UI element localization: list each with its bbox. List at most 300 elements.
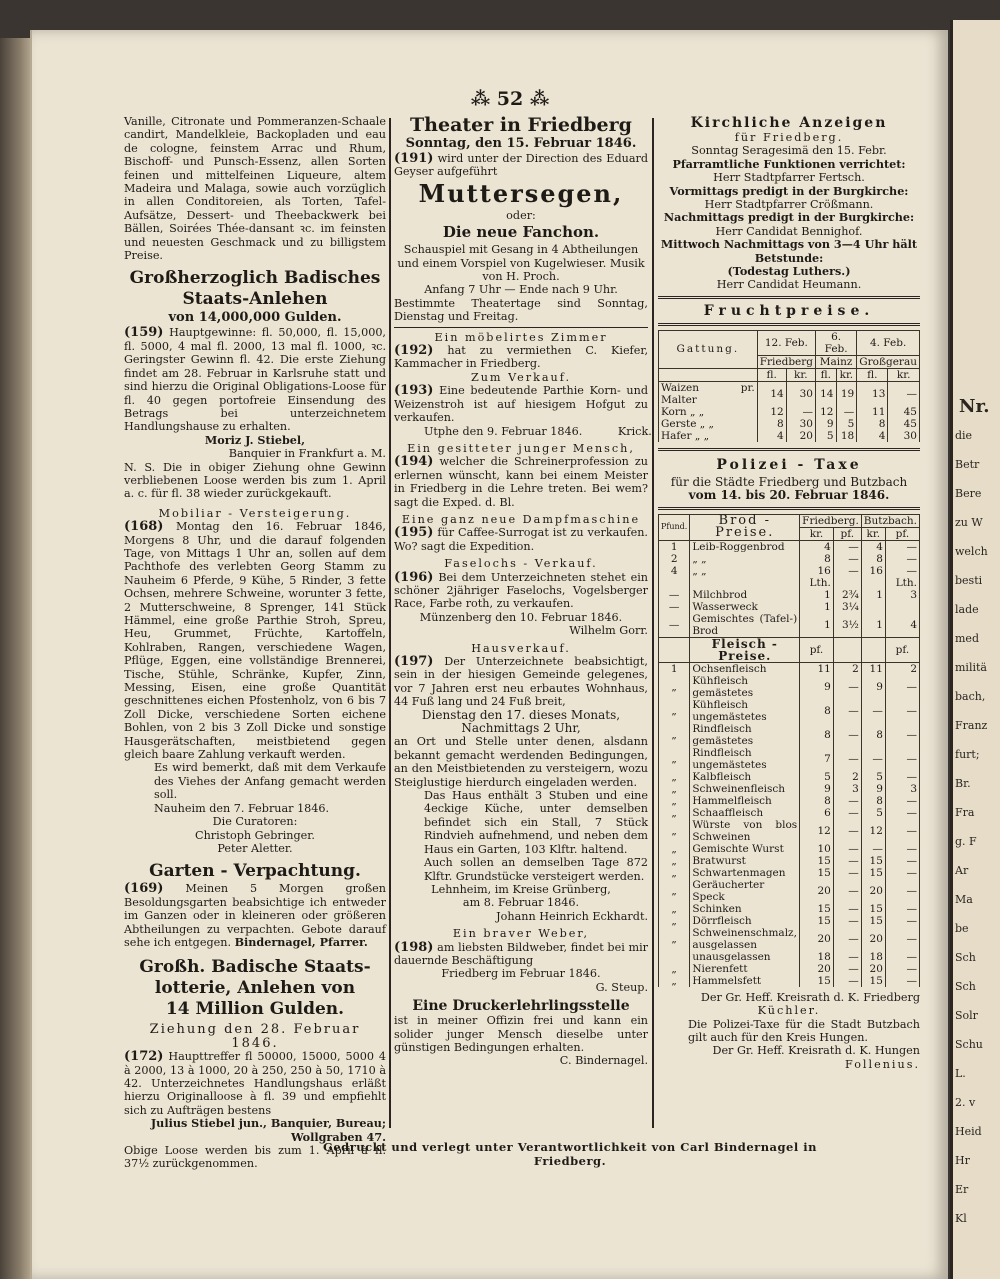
price-cell: 3¼ xyxy=(833,601,861,613)
ad-text: Obige Loose werden bis zum 1. April à fl. 37½ zurückgenommen. xyxy=(124,1144,386,1171)
ad-text: Hauptgewinne: fl. 50,000, fl. 15,000, fl. 5000, 4 mal fl. 2000, 13 mal fl. 1000, ꝛc. Geringster Gewinn fl. 42. Die erste Ziehung findet am 28. Februar in Karlsruhe statt und sind hierzu die Original Obligations-Loose für fl. 40 gegen portofreie Einsendung des Betrags bei unterzeichnetem Handlungshause zu erhalten. xyxy=(124,326,386,434)
ad-heading: Ziehung den 28. Februar 1846. xyxy=(149,1022,361,1051)
ad-number: (198) xyxy=(394,939,434,955)
table-row xyxy=(659,807,920,819)
next-page-fragment: Franz xyxy=(955,719,988,732)
price-cell: 10 xyxy=(800,843,834,855)
fruit-price-heading: Fruchtpreise. xyxy=(703,302,875,319)
price-cell: 15 xyxy=(861,915,885,927)
weight-cell: „ xyxy=(659,783,690,795)
price-cell: — xyxy=(888,381,920,406)
ad-heading: Eine Druckerlehrlingsstelle xyxy=(412,998,630,1015)
price-cell: 5 xyxy=(861,771,885,783)
price-cell: — xyxy=(885,927,919,951)
price-cell: 20 xyxy=(861,879,885,903)
ad-heading: Theater in Friedberg xyxy=(410,114,632,136)
price-cell: 4 xyxy=(757,430,786,442)
ad-heading: Ein möbelirtes Zimmer xyxy=(434,330,608,344)
price-cell: — xyxy=(833,795,861,807)
price-cell: — xyxy=(885,903,919,915)
item-name: „ „ xyxy=(690,553,800,565)
church-text: Sonntag Seragesimä den 15. Febr. xyxy=(691,144,887,158)
weight-cell: „ xyxy=(659,819,690,843)
next-page-fragment: L. xyxy=(955,1067,966,1080)
price-cell: 3 xyxy=(833,783,861,795)
next-page-fragment: Ma xyxy=(955,893,973,906)
price-cell: — xyxy=(833,699,861,723)
ad-heading: 14 Million Gulden. xyxy=(165,999,345,1020)
unit: pf. xyxy=(885,527,919,540)
signature: Münzenberg den 10. Februar 1846. xyxy=(419,610,623,624)
price-cell: 8 xyxy=(800,699,834,723)
price-cell: — xyxy=(833,927,861,951)
table-header: Brod - Preise. xyxy=(690,514,800,540)
church-text: Herr Candidat Heumann. xyxy=(716,278,862,292)
ad-heading: Ein braver Weber, xyxy=(452,927,590,941)
signature: Der Gr. Heff. Kreisrath d. K. Hungen xyxy=(712,1044,920,1058)
table-row xyxy=(659,879,920,903)
price-cell: — xyxy=(833,915,861,927)
next-page-fragment: militä xyxy=(955,661,987,674)
weight-cell: „ xyxy=(659,903,690,915)
price-cell: 5 xyxy=(816,430,837,442)
grain-name: Hafer „ „ xyxy=(659,430,758,442)
price-cell: 8 xyxy=(757,418,786,430)
price-cell: 15 xyxy=(861,903,885,915)
item-name: Wasserweck xyxy=(690,601,800,613)
price-cell xyxy=(885,601,919,613)
table-row xyxy=(659,381,920,406)
weight-cell: 1 xyxy=(659,662,690,675)
ad-text: Es wird bemerkt, daß mit dem Verkaufe des Viehes der Anfang gemacht werden soll. xyxy=(154,761,386,802)
price-cell: — xyxy=(861,843,885,855)
price-cell: 8 xyxy=(800,723,834,747)
item-name: Schinken xyxy=(690,903,800,915)
price-cell: 13 xyxy=(857,381,888,406)
table-row xyxy=(659,662,920,675)
unit: pf. xyxy=(885,637,919,662)
ad-text: Der Unterzeichnete beabsichtigt, sein in der hiesigen Gemeinde gelegenes, vor 7 Jahren erst neu erbautes Wohnhaus, 44 Fuß lang und 24 Fuß breit, xyxy=(394,655,648,709)
unit: fl. xyxy=(757,368,786,381)
weight-cell: „ xyxy=(659,807,690,819)
ad-heading: Hausverkauf. xyxy=(471,641,571,655)
table-header: Großgerau xyxy=(857,355,920,368)
price-cell: 15 xyxy=(861,855,885,867)
price-cell: 1 xyxy=(861,589,885,601)
signature: Die Curatoren: xyxy=(212,815,298,829)
price-cell: 18 xyxy=(861,951,885,963)
table-row xyxy=(659,855,920,867)
next-page-fragment: be xyxy=(955,922,969,935)
price-cell: 9 xyxy=(861,675,885,699)
ad-heading: Staats-Anlehen xyxy=(182,289,328,310)
table-row xyxy=(659,613,920,638)
price-cell: 11 xyxy=(861,662,885,675)
page-number: ⁂ 52 ⁂ xyxy=(470,88,550,110)
price-cell: 8 xyxy=(861,553,885,565)
price-cell: 2 xyxy=(833,771,861,783)
next-page-fragment: lade xyxy=(955,603,979,616)
price-cell: 4 xyxy=(885,613,919,638)
price-cell: 11 xyxy=(857,406,888,418)
weight-cell: „ xyxy=(659,879,690,903)
price-cell: 8 xyxy=(857,418,888,430)
unit: fl. xyxy=(816,368,837,381)
table-row xyxy=(659,675,920,699)
police-tax-heading: Polizei - Taxe xyxy=(716,456,862,473)
signature: Bindernagel, Pfarrer. xyxy=(234,934,368,949)
price-cell: 8 xyxy=(861,795,885,807)
next-page-fragment: zu W xyxy=(955,516,983,529)
price-cell xyxy=(833,577,861,589)
unit: kr. xyxy=(800,527,834,540)
column-rule xyxy=(652,118,654,1128)
item-name: unausgelassen xyxy=(690,951,800,963)
price-cell: 5 xyxy=(861,807,885,819)
next-page-fragment: Heid xyxy=(955,1125,982,1138)
weight-cell: 1 xyxy=(659,540,690,553)
table-row xyxy=(659,553,920,565)
price-cell: 1 xyxy=(800,613,834,638)
price-cell: — xyxy=(885,843,919,855)
ad-text: Bei dem Unterzeichneten stehet ein schöner 2jähriger Faselochs, Vogelsberger Race, Farbe roth, zu verkaufen. xyxy=(394,570,648,611)
table-header: Pfund. xyxy=(659,514,690,540)
price-cell: — xyxy=(833,540,861,553)
price-cell: 15 xyxy=(800,855,834,867)
price-cell: — xyxy=(885,975,919,987)
price-cell: 20 xyxy=(861,963,885,975)
item-name: Hammelfleisch xyxy=(690,795,800,807)
price-cell: 20 xyxy=(861,927,885,951)
ad-text: Nauheim den 7. Februar 1846. xyxy=(154,801,330,815)
signature: Follenius. xyxy=(845,1057,920,1071)
next-page-fragment: welch xyxy=(955,545,988,558)
price-cell: — xyxy=(885,565,919,577)
price-cell: 5 xyxy=(800,771,834,783)
ad-heading: lotterie, Anlehen von xyxy=(154,978,356,999)
weight-cell: — xyxy=(659,589,690,601)
item-name: Kühfleisch ungemästetes xyxy=(690,699,800,723)
item-name: Gemischte Wurst xyxy=(690,843,800,855)
ad-text: Das Haus enthält 3 Stuben und eine 4eckige Küche, unter demselben befindet sich ein Stall, 7 Stück Rindvieh aufnehmend, und neben dem Haus ein Garten, 103 Klftr. haltend. xyxy=(424,789,648,856)
next-page-fragment: die xyxy=(955,429,973,442)
ad-number: (169) xyxy=(124,881,164,897)
price-cell: — xyxy=(885,553,919,565)
price-cell: 3 xyxy=(885,589,919,601)
table-row xyxy=(659,723,920,747)
item-name: Dörrfleisch xyxy=(690,915,800,927)
table-header: 6. Feb. xyxy=(816,330,857,355)
price-cell: 8 xyxy=(861,723,885,747)
weight-cell: — xyxy=(659,613,690,638)
price-cell: 19 xyxy=(836,381,857,406)
price-cell: — xyxy=(833,963,861,975)
price-cell: 2 xyxy=(833,662,861,675)
play-title: Muttersegen, xyxy=(418,178,624,208)
ad-text: oder: xyxy=(506,208,536,222)
imprint-footer: Gedruckt und verlegt unter Verantwortlichkeit von Carl Bindernagel in Friedberg. xyxy=(323,1140,817,1168)
unit: kr. xyxy=(888,368,920,381)
item-name: Kalbfleisch xyxy=(690,771,800,783)
next-page-fragment: Schu xyxy=(955,1038,983,1051)
ad-text: Auch sollen an demselben Tage 872 Klftr. Grundstücke versteigert werden. xyxy=(424,856,648,883)
price-cell: 16 xyxy=(861,565,885,577)
price-cell: 30 xyxy=(786,418,815,430)
price-cell: — xyxy=(833,747,861,771)
weight-cell: „ xyxy=(659,867,690,879)
price-cell: Lth. xyxy=(885,577,919,589)
ad-text: am liebsten Bildweber, findet bei mir dauernde Beschäftigung xyxy=(394,940,649,967)
price-cell: 16 xyxy=(800,565,834,577)
price-cell: — xyxy=(885,807,919,819)
price-cell: 15 xyxy=(800,915,834,927)
ad-number: (172) xyxy=(124,1049,164,1065)
signature: Julius Stiebel jun., Banquier, Bureau; Wollgraben 47. xyxy=(150,1116,386,1144)
price-cell: 12 xyxy=(861,819,885,843)
column-rule xyxy=(389,118,391,1128)
item-name: Hammelsfett xyxy=(690,975,800,987)
price-cell: 45 xyxy=(888,406,920,418)
fruit-price-table xyxy=(658,330,920,442)
next-page-fragment: Solr xyxy=(955,1009,978,1022)
weight-cell: „ xyxy=(659,723,690,747)
ad-heading: von 14,000,000 Gulden. xyxy=(168,310,342,326)
price-cell: 30 xyxy=(786,381,815,406)
price-cell xyxy=(861,601,885,613)
signature: Der Gr. Heff. Kreisrath d. K. Friedberg xyxy=(700,990,920,1004)
book-binding xyxy=(0,38,34,1279)
ad-heading: Sonntag, den 15. Februar 1846. xyxy=(405,136,637,151)
ad-text: für Caffee-Surrogat ist zu verkaufen. Wo? sagt die Expedition. xyxy=(394,526,648,553)
column-3 xyxy=(658,115,920,1071)
ad-text: an Ort und Stelle unter denen, alsdann bekannt gemacht werdenden Bedingungen, an den Meistbietenden zu versteigern, wozu Steiglustige hierdurch eingeladen werden. xyxy=(394,735,648,789)
weight-cell: „ xyxy=(659,843,690,855)
church-heading: Kirchliche Anzeigen xyxy=(690,115,888,131)
weight-cell: „ xyxy=(659,975,690,987)
signature: Utphe den 9. Februar 1846. Krick. xyxy=(424,424,652,438)
table-row xyxy=(659,699,920,723)
price-cell: — xyxy=(885,699,919,723)
price-cell: 20 xyxy=(800,879,834,903)
price-cell: 11 xyxy=(800,662,834,675)
ad-text: Schauspiel mit Gesang in 4 Abtheilungen und einem Vorspiel von Kugelwieser. Musik von H. Proch. xyxy=(397,243,645,284)
table-header: Gattung. xyxy=(659,330,758,368)
weight-cell xyxy=(659,577,690,589)
signature: C. Bindernagel. xyxy=(559,1054,648,1068)
price-cell: 4 xyxy=(861,540,885,553)
price-cell: — xyxy=(833,903,861,915)
price-cell: — xyxy=(885,879,919,903)
next-page-fragment: Sch xyxy=(955,951,976,964)
price-cell: 15 xyxy=(800,903,834,915)
signature: Christoph Gebringer. xyxy=(195,828,315,842)
signature: G. Steup. xyxy=(595,980,648,994)
next-page-fragment: med xyxy=(955,632,979,645)
ad-text: Montag den 16. Februar 1846, Morgens 8 Uhr, und die darauf folgenden Tage, von Mittags 1 Uhr an, sollen auf dem Pachthofe des verlebten Georg Stamm zu Nauheim 6 Pferde, 9 Kühe, 5 Rinder, 3 fette Ochsen, mehrere Schweine, worunter 3 fette, 2 Mutterschweine, 8 Sprenger, 141 Stück Hämmel, eine große Parthie Stroh, Spreu, Heu, Grummet, Früchte, Kartoffeln, Kohlraben, Rangen, verschiedene Wagen, Pflüge, Eggen, eine vollständige Brennerei, Tische, Stühle, Schränke, Kupfer, Zinn, Messing, Eisen, eine große Quantität geschnittenes eichen Pfostenholz, von 6 bis 7 Zoll Dicke, verschiedene Sorten eichene Bohlen, von 2 bis 3 Zoll Dicke und sonstige Hausgerätschaften, meistbietend gegen gleich baare Zahlung verkauft werden. xyxy=(124,520,386,762)
next-page-edge xyxy=(950,20,1000,1279)
unit: fl. xyxy=(857,368,888,381)
price-cell: — xyxy=(861,699,885,723)
price-cell: 14 xyxy=(757,381,786,406)
ad-text: N. S. Die in obiger Ziehung ohne Gewinn verbliebenen Loose werden bis zum 1. April a. c. für fl. 38 wieder zurückgekauft. xyxy=(124,460,386,501)
price-cell: 30 xyxy=(888,430,920,442)
bread-meat-price-table xyxy=(658,514,920,987)
ad-number: (193) xyxy=(394,383,434,399)
item-name: Schwartenmagen xyxy=(690,867,800,879)
weight-cell: „ xyxy=(659,699,690,723)
signature: Lehnheim, im Kreise Grünberg, xyxy=(431,882,611,896)
price-cell: 20 xyxy=(800,927,834,951)
price-cell: 4 xyxy=(800,540,834,553)
table-row xyxy=(659,577,920,589)
weight-cell: „ xyxy=(659,963,690,975)
next-page-fragment: furt; xyxy=(955,748,980,761)
next-page-fragment: 2. v xyxy=(955,1096,976,1109)
item-name: Würste von blos Schweinen xyxy=(690,819,800,843)
signature: Peter Aletter. xyxy=(217,841,293,855)
ad-number: (168) xyxy=(124,519,164,535)
price-cell: 15 xyxy=(800,975,834,987)
unit: kr. xyxy=(786,368,815,381)
table-row xyxy=(659,963,920,975)
next-page-fragment: Kl xyxy=(955,1212,967,1225)
table-row xyxy=(659,915,920,927)
item-name: Schweinenschmalz, ausgelassen xyxy=(690,927,800,951)
price-cell: 9 xyxy=(800,675,834,699)
table-row xyxy=(659,903,920,915)
item-name: Leib-Roggenbrod xyxy=(690,540,800,553)
next-page-fragment: Er xyxy=(955,1183,969,1196)
ad-number: (196) xyxy=(394,569,434,585)
price-cell: 4 xyxy=(857,430,888,442)
table-row xyxy=(659,601,920,613)
table-row xyxy=(659,540,920,553)
item-name xyxy=(690,577,800,589)
price-cell: 1 xyxy=(800,601,834,613)
next-page-fragment: Nr. xyxy=(959,396,990,417)
price-cell: — xyxy=(885,867,919,879)
ad-number: (194) xyxy=(394,454,434,470)
church-text: Herr Candidat Bennighof. xyxy=(715,224,863,238)
next-page-fragment: Fra xyxy=(955,806,975,819)
price-cell: 14 xyxy=(816,381,837,406)
weight-cell: „ xyxy=(659,747,690,771)
price-cell: 9 xyxy=(816,418,837,430)
price-cell xyxy=(861,577,885,589)
item-name: Ochsenfleisch xyxy=(690,662,800,675)
table-header: Friedberg. xyxy=(800,514,862,527)
ad-number: (195) xyxy=(394,525,434,541)
signature: am 8. Februar 1846. xyxy=(462,896,580,910)
grain-name: Waizen pr. Malter xyxy=(659,381,758,406)
price-cell: — xyxy=(833,553,861,565)
weight-cell xyxy=(659,951,690,963)
price-cell: — xyxy=(833,723,861,747)
price-cell: 5 xyxy=(836,418,857,430)
next-page-fragment: Betr xyxy=(955,458,980,471)
table-row xyxy=(659,951,920,963)
price-cell: 12 xyxy=(816,406,837,418)
ad-text: Haupttreffer fl 50000, 15000, 5000 4 à 2000, 13 à 1000, 20 à 250, 250 à 50, 1710 à 42. Unterzeichnetes Handlungshaus erläßt hierzu Originalloose à fl. 39 und empfiehlt sich zu Aufträgen bestens xyxy=(124,1050,386,1117)
ad-heading: Zum Verkauf. xyxy=(470,370,572,384)
price-cell: — xyxy=(885,819,919,843)
price-cell: — xyxy=(833,675,861,699)
price-cell: 9 xyxy=(800,783,834,795)
church-text: (Todestag Luthers.) xyxy=(727,264,851,279)
table-row xyxy=(659,819,920,843)
table-row xyxy=(659,589,920,601)
table-header: 12. Feb. xyxy=(757,330,815,355)
table-row xyxy=(659,783,920,795)
price-cell: — xyxy=(885,771,919,783)
weight-cell: „ xyxy=(659,771,690,783)
price-cell: — xyxy=(861,747,885,771)
ad-text: welcher die Schreinerprofession zu erlernen wünscht, kann bei einem Meister in Friedberg in die Lehre treten. Bei wem? sagt die Exped. d. Bl. xyxy=(394,455,648,509)
table-header: 4. Feb. xyxy=(857,330,920,355)
price-cell: — xyxy=(833,807,861,819)
unit: pf. xyxy=(833,527,861,540)
unit xyxy=(833,637,861,662)
table-row xyxy=(659,771,920,783)
price-cell: 1 xyxy=(800,589,834,601)
item-name: Rindfleisch gemästetes xyxy=(690,723,800,747)
table-row xyxy=(659,843,920,855)
weight-cell: 2 xyxy=(659,553,690,565)
table-row xyxy=(659,747,920,771)
table-row xyxy=(659,975,920,987)
ad-heading: Mobiliar - Versteigerung. xyxy=(158,506,352,520)
price-cell: — xyxy=(833,843,861,855)
table-row xyxy=(659,927,920,951)
ad-text: hat zu vermiethen C. Kiefer, Kammacher in Friedberg. xyxy=(394,344,648,371)
price-cell: — xyxy=(885,747,919,771)
table-row xyxy=(659,430,920,442)
price-cell: — xyxy=(833,975,861,987)
ad-heading: Faselochs - Verkauf. xyxy=(444,557,598,571)
church-subheading: für Friedberg. xyxy=(734,131,844,144)
next-page-fragment: Ar xyxy=(955,864,969,877)
price-cell: 15 xyxy=(800,867,834,879)
table-row xyxy=(659,795,920,807)
table-row xyxy=(659,418,920,430)
ad-heading: Garten - Verpachtung. xyxy=(149,861,361,882)
grain-name: Gerste „ „ xyxy=(659,418,758,430)
signature: Friedberg im Februar 1846. xyxy=(441,967,601,981)
price-cell: 45 xyxy=(888,418,920,430)
price-cell: 3 xyxy=(885,783,919,795)
price-cell: 20 xyxy=(800,963,834,975)
church-text: Herr Stadtpfarrer Crößmann. xyxy=(704,198,874,212)
item-name: Bratwurst xyxy=(690,855,800,867)
church-text: Mittwoch Nachmittags von 3—4 Uhr hält Betstunde: xyxy=(660,237,918,265)
signature: Küchler. xyxy=(757,1004,821,1018)
price-cell: 20 xyxy=(786,430,815,442)
signature: Moriz J. Stiebel, xyxy=(204,432,306,447)
church-text: Nachmittags predigt in der Burgkirche: xyxy=(663,210,915,225)
item-name: Gemischtes (Tafel-) Brod xyxy=(690,613,800,638)
price-cell: — xyxy=(833,855,861,867)
ad-text: Vanille, Citronate und Pommeranzen-Schaale candirt, Mandelkleie, Backopladen und eau de cologne, feinstem Arrac und Rhum, Bischoff- und Punsch-Essenz, allen Sorten feinen und mittelfeinen Liqueure, altem Madeira und Malaga, sowie auch vorzüglich in allen Conditoreien, als Torten, Tafel-Aufsätze, Dessert- und Theebackwerk bei Bällen, Soirées Thée-dansant ꝛc. im feinsten und neuesten Geschmack und zu billigstem Preise. xyxy=(124,115,386,263)
item-name: „ „ xyxy=(690,565,800,577)
signature: Banquier in Frankfurt a. M. xyxy=(228,447,386,461)
price-cell: 2 xyxy=(885,662,919,675)
price-cell: — xyxy=(885,675,919,699)
play-subtitle: Die neue Fanchon. xyxy=(442,223,600,242)
ad-text: Dienstag den 17. dieses Monats, Nachmittags 2 Uhr, xyxy=(421,707,621,736)
unit: pf. xyxy=(800,637,834,662)
signature: Wilhelm Gorr. xyxy=(569,624,648,638)
weight-cell: „ xyxy=(659,855,690,867)
